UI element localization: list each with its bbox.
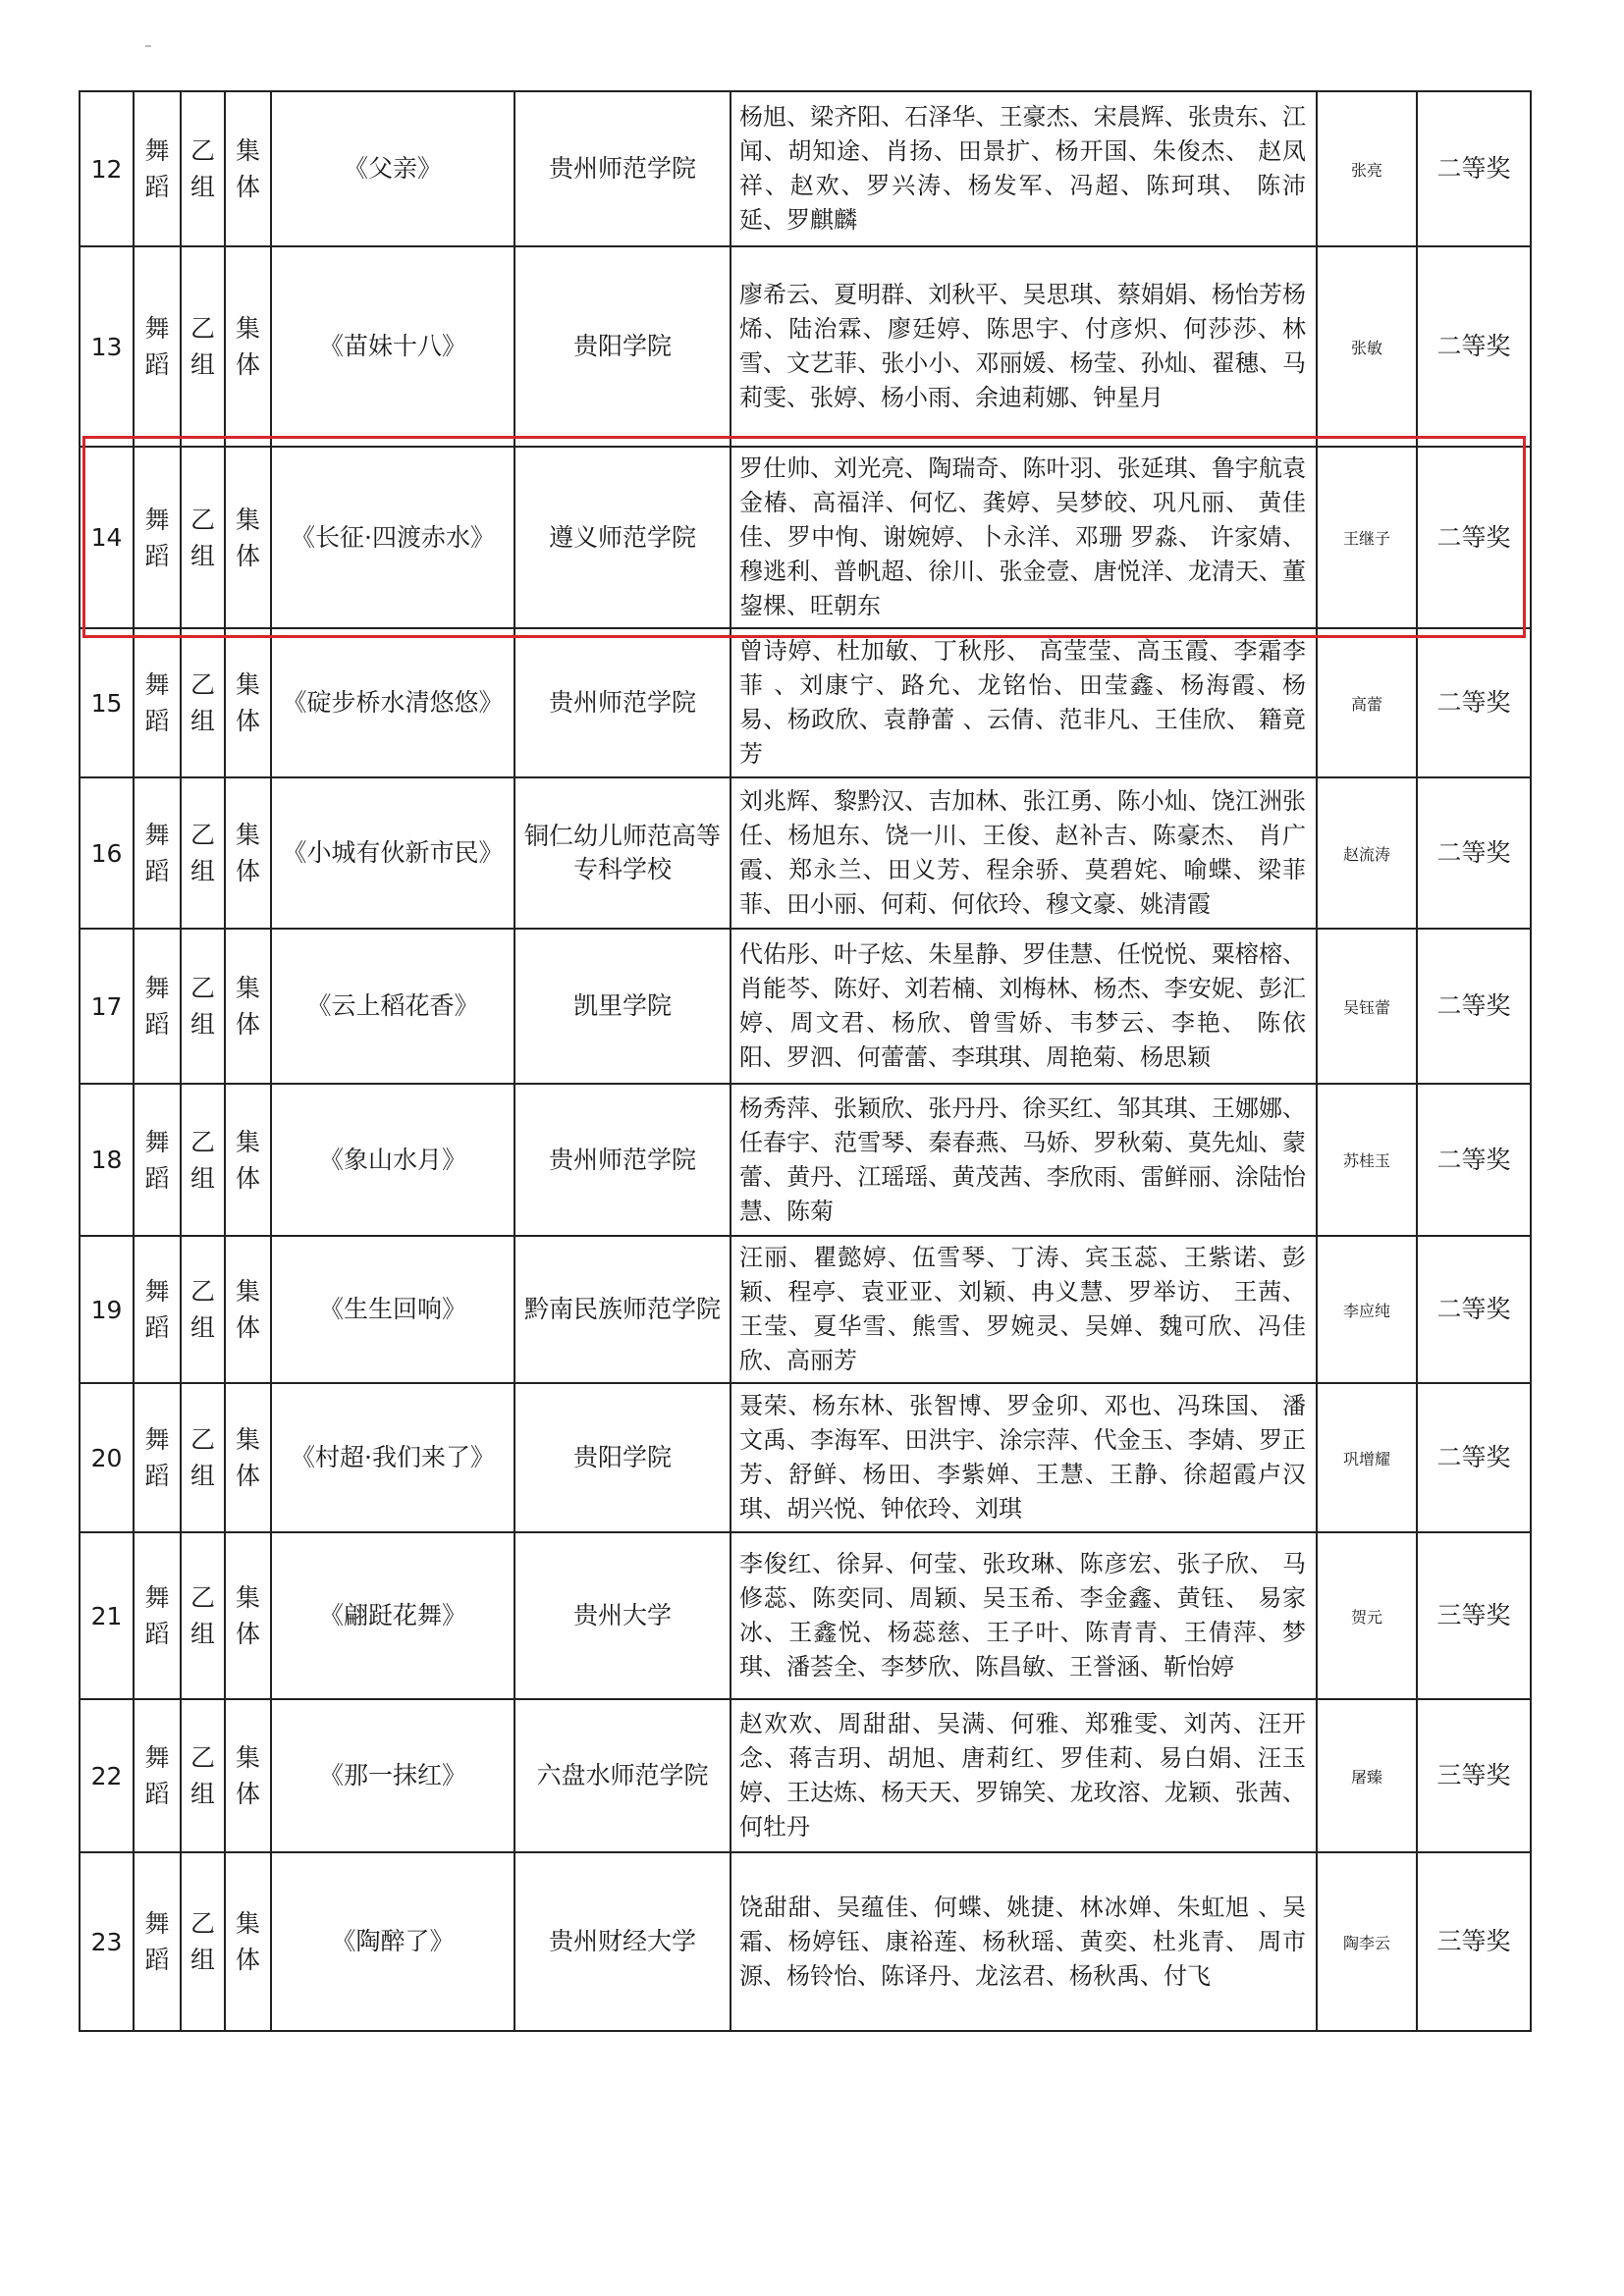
type-cell [225, 1532, 271, 1699]
row-number: 20 [80, 1383, 134, 1532]
school-name: 遵义师范学院 [514, 447, 731, 628]
award-level: 三等奖 [1417, 1852, 1531, 2031]
instructor-name: 赵流涛 [1317, 777, 1417, 929]
category-cell [134, 1532, 181, 1699]
award-level: 三等奖 [1417, 1699, 1531, 1852]
award-level: 二等奖 [1417, 777, 1531, 929]
type-cell [225, 1699, 271, 1852]
member-list: 汪丽、瞿懿婷、伍雪琴、丁涛、宾玉蕊、王紫诺、彭颖、程亭、袁亚亚、刘颖、冉义慧、罗举访、 王茜、王莹、夏华雪、熊雪、罗婉灵、吴婵、魏可欣、冯佳欣、高丽芳 [731, 1236, 1317, 1383]
school-name: 铜仁幼儿师范高等专科学校 [514, 777, 731, 929]
row-number: 15 [80, 628, 134, 777]
school-name: 贵阳学院 [514, 246, 731, 447]
category-cell [134, 1852, 181, 2031]
category-cell [134, 777, 181, 929]
award-table [79, 90, 1532, 2032]
group-cell-text: 乙组 [189, 1583, 215, 1648]
group-cell-text: 乙组 [189, 1909, 215, 1974]
group-cell [181, 447, 225, 628]
type-cell [225, 1236, 271, 1383]
instructor-name: 巩增耀 [1317, 1383, 1417, 1532]
category-cell-text: 舞蹈 [144, 1909, 170, 1974]
category-cell-text: 舞蹈 [144, 1583, 170, 1648]
row-number: 17 [80, 929, 134, 1084]
award-level: 二等奖 [1417, 1236, 1531, 1383]
category-cell-text: 舞蹈 [144, 1277, 170, 1342]
group-cell [181, 777, 225, 929]
member-list: 杨秀萍、张颖欣、张丹丹、徐买红、邹其琪、王娜娜、任春宇、范雪琴、秦春燕、马娇、罗秋菊、莫先灿、蒙蕾、黄丹、江瑶瑶、黄茂茜、李欣雨、雷鲜丽、涂陆怡慧、陈菊 [731, 1084, 1317, 1236]
category-cell [134, 1084, 181, 1236]
school-name: 贵州师范学院 [514, 91, 731, 246]
instructor-name: 张亮 [1317, 91, 1417, 246]
category-cell-text: 舞蹈 [144, 974, 170, 1039]
member-list: 廖希云、夏明群、刘秋平、吴思琪、蔡娟娟、杨怡芳杨烯、陆治霖、廖廷婷、陈思宇、付彦炽、何莎莎、林雪、文艺菲、张小小、邓丽媛、杨莹、孙灿、翟穗、马莉雯、张婷、杨小雨、余迪莉娜、钟星月 [731, 246, 1317, 447]
school-name: 贵州师范学院 [514, 1084, 731, 1236]
category-cell-text: 舞蹈 [144, 136, 170, 201]
group-cell-text: 乙组 [189, 1425, 215, 1490]
work-title: 《长征·四渡赤水》 [271, 447, 514, 628]
row-number: 16 [80, 777, 134, 929]
school-name: 凯里学院 [514, 929, 731, 1084]
category-cell [134, 91, 181, 246]
category-cell-text: 舞蹈 [144, 1425, 170, 1490]
category-cell-text: 舞蹈 [144, 314, 170, 379]
group-cell-text: 乙组 [189, 1127, 215, 1193]
work-title: 《生生回响》 [271, 1236, 514, 1383]
group-cell [181, 1383, 225, 1532]
category-cell [134, 929, 181, 1084]
table-row [80, 1084, 1531, 1236]
row-number: 13 [80, 246, 134, 447]
table-row [80, 777, 1531, 929]
award-level: 二等奖 [1417, 447, 1531, 628]
row-number: 19 [80, 1236, 134, 1383]
type-cell-text: 集体 [235, 821, 260, 885]
row-number: 12 [80, 91, 134, 246]
group-cell [181, 929, 225, 1084]
type-cell-text: 集体 [235, 1277, 260, 1342]
school-name: 贵州师范学院 [514, 628, 731, 777]
table-row [80, 447, 1531, 628]
group-cell [181, 1236, 225, 1383]
instructor-name: 高蕾 [1317, 628, 1417, 777]
category-cell-text: 舞蹈 [144, 821, 170, 885]
instructor-name: 吴钰蕾 [1317, 929, 1417, 1084]
award-level: 二等奖 [1417, 628, 1531, 777]
group-cell-text: 乙组 [189, 314, 215, 379]
award-level: 二等奖 [1417, 1084, 1531, 1236]
group-cell-text: 乙组 [189, 821, 215, 885]
instructor-name: 贺元 [1317, 1532, 1417, 1699]
work-title: 《小城有伙新市民》 [271, 777, 514, 929]
type-cell-text: 集体 [235, 974, 260, 1039]
scan-mark [145, 45, 151, 47]
instructor-name: 张敏 [1317, 246, 1417, 447]
row-number: 18 [80, 1084, 134, 1236]
group-cell [181, 1852, 225, 2031]
category-cell [134, 1236, 181, 1383]
work-title: 《陶醉了》 [271, 1852, 514, 2031]
member-list: 曾诗婷、杜加敏、丁秋彤、 高莹莹、高玉霞、李霜李菲 、刘康宁、路允、龙铭怡、田莹鑫、杨海霞、杨易、杨政欣、袁静蕾 、云倩、范非凡、王佳欣、 籍竟芳 [731, 628, 1317, 777]
type-cell [225, 1084, 271, 1236]
member-list: 杨旭、梁齐阳、石泽华、王豪杰、宋晨辉、张贵东、江闻、胡知途、肖扬、田景扩、杨开国、朱俊杰、 赵凤祥、赵欢、罗兴涛、杨发军、冯超、陈珂琪、 陈沛延、罗麒麟 [731, 91, 1317, 246]
work-title: 《苗妹十八》 [271, 246, 514, 447]
category-cell-text: 舞蹈 [144, 1127, 170, 1193]
type-cell-text: 集体 [235, 314, 260, 379]
row-number: 22 [80, 1699, 134, 1852]
member-list: 聂荣、杨东林、张智博、罗金卯、邓也、冯珠国、 潘文禹、李海军、田洪宇、涂宗萍、代金玉、李婧、罗正芳、舒鲜、杨田、李紫婵、王慧、王静、徐超霞卢汉琪、胡兴悦、钟依玲、刘琪 [731, 1383, 1317, 1532]
type-cell [225, 246, 271, 447]
type-cell-text: 集体 [235, 1583, 260, 1648]
table-row [80, 1532, 1531, 1699]
type-cell-text: 集体 [235, 1743, 260, 1808]
row-number: 23 [80, 1852, 134, 2031]
school-name: 贵阳学院 [514, 1383, 731, 1532]
award-level: 二等奖 [1417, 1383, 1531, 1532]
member-list: 赵欢欢、周甜甜、吴满、何雅、郑雅雯、刘芮、汪开念、蒋吉玥、胡旭、唐莉红、罗佳莉、易白娟、汪玉婷、王达炼、杨天天、罗锦笑、龙玫溶、龙颖、张茜、何牡丹 [731, 1699, 1317, 1852]
group-cell [181, 1699, 225, 1852]
type-cell [225, 91, 271, 246]
award-level: 二等奖 [1417, 246, 1531, 447]
group-cell [181, 628, 225, 777]
school-name: 贵州大学 [514, 1532, 731, 1699]
school-name: 六盘水师范学院 [514, 1699, 731, 1852]
instructor-name: 李应纯 [1317, 1236, 1417, 1383]
table-row [80, 1852, 1531, 2031]
category-cell-text: 舞蹈 [144, 670, 170, 735]
group-cell [181, 246, 225, 447]
work-title: 《云上稻花香》 [271, 929, 514, 1084]
school-name: 黔南民族师范学院 [514, 1236, 731, 1383]
work-title: 《翩跹花舞》 [271, 1532, 514, 1699]
work-title: 《父亲》 [271, 91, 514, 246]
table-row [80, 929, 1531, 1084]
work-title: 《那一抹红》 [271, 1699, 514, 1852]
work-title: 《碇步桥水清悠悠》 [271, 628, 514, 777]
group-cell-text: 乙组 [189, 974, 215, 1039]
type-cell-text: 集体 [235, 505, 260, 570]
award-level: 二等奖 [1417, 929, 1531, 1084]
type-cell [225, 1383, 271, 1532]
category-cell [134, 1699, 181, 1852]
school-name: 贵州财经大学 [514, 1852, 731, 2031]
table-row [80, 1699, 1531, 1852]
table-row [80, 628, 1531, 777]
table-row [80, 91, 1531, 246]
table-row [80, 1383, 1531, 1532]
group-cell-text: 乙组 [189, 136, 215, 201]
category-cell [134, 447, 181, 628]
category-cell-text: 舞蹈 [144, 1743, 170, 1808]
group-cell [181, 1084, 225, 1236]
table-row [80, 1236, 1531, 1383]
type-cell-text: 集体 [235, 1425, 260, 1490]
type-cell [225, 929, 271, 1084]
member-list: 李俊红、徐昇、何莹、张玫琳、陈彦宏、张子欣、 马修蕊、陈奕同、周颖、吴玉希、李金鑫、黄钰、 易家冰、王鑫悦、杨蕊慈、王子叶、陈青青、王倩萍、梦琪、潘荟全、李梦欣、陈昌敏、王誉涵、靳怡婷 [731, 1532, 1317, 1699]
type-cell [225, 628, 271, 777]
category-cell [134, 1383, 181, 1532]
category-cell [134, 628, 181, 777]
table-row [80, 246, 1531, 447]
member-list: 代佑彤、叶子炫、朱星静、罗佳慧、任悦悦、粟榕榕、肖能芩、陈好、刘若楠、刘梅林、杨杰、李安妮、彭汇婷、周文君、杨欣、曾雪娇、韦梦云、李艳、 陈依阳、罗泗、何蕾蕾、李琪琪、周艳菊、杨思颖 [731, 929, 1317, 1084]
type-cell [225, 447, 271, 628]
award-level: 三等奖 [1417, 1532, 1531, 1699]
work-title: 《村超·我们来了》 [271, 1383, 514, 1532]
award-level: 二等奖 [1417, 91, 1531, 246]
group-cell-text: 乙组 [189, 1277, 215, 1342]
type-cell [225, 1852, 271, 2031]
category-cell-text: 舞蹈 [144, 505, 170, 570]
instructor-name: 陶李云 [1317, 1852, 1417, 2031]
group-cell [181, 91, 225, 246]
type-cell-text: 集体 [235, 1909, 260, 1974]
instructor-name: 屠臻 [1317, 1699, 1417, 1852]
instructor-name: 苏桂玉 [1317, 1084, 1417, 1236]
group-cell [181, 1532, 225, 1699]
type-cell-text: 集体 [235, 136, 260, 201]
type-cell-text: 集体 [235, 1127, 260, 1193]
group-cell-text: 乙组 [189, 670, 215, 735]
member-list: 饶甜甜、吴蕴佳、何蝶、姚捷、林冰婵、朱虹旭 、吴霜、杨婷钰、康裕莲、杨秋瑶、黄奕、杜兆青、 周市源、杨铃怡、陈译丹、龙泫君、杨秋禹、付飞 [731, 1852, 1317, 2031]
group-cell-text: 乙组 [189, 1743, 215, 1808]
member-list: 刘兆辉、黎黔汉、吉加林、张江勇、陈小灿、饶江洲张任、杨旭东、饶一川、王俊、赵补吉、陈豪杰、 肖广霞、郑永兰、田义芳、程余骄、莫碧姹、喻蝶、梁菲菲、田小丽、何莉、何依玲、穆文豪、姚清霞 [731, 777, 1317, 929]
group-cell-text: 乙组 [189, 505, 215, 570]
work-title: 《象山水月》 [271, 1084, 514, 1236]
type-cell [225, 777, 271, 929]
instructor-name: 王继子 [1317, 447, 1417, 628]
member-list: 罗仕帅、刘光亮、陶瑞奇、陈叶羽、张延琪、鲁宇航袁金椿、高福洋、何忆、龚婷、吴梦皎、巩凡丽、 黄佳佳、罗中恂、谢婉婷、卜永洋、邓珊 罗淼、 许家婧、穆逃利、普帆超、徐川、张金壹、唐悦洋、龙清天、董鋆棵、旺朝东 [731, 447, 1317, 628]
type-cell-text: 集体 [235, 670, 260, 735]
category-cell [134, 246, 181, 447]
row-number: 14 [80, 447, 134, 628]
row-number: 21 [80, 1532, 134, 1699]
